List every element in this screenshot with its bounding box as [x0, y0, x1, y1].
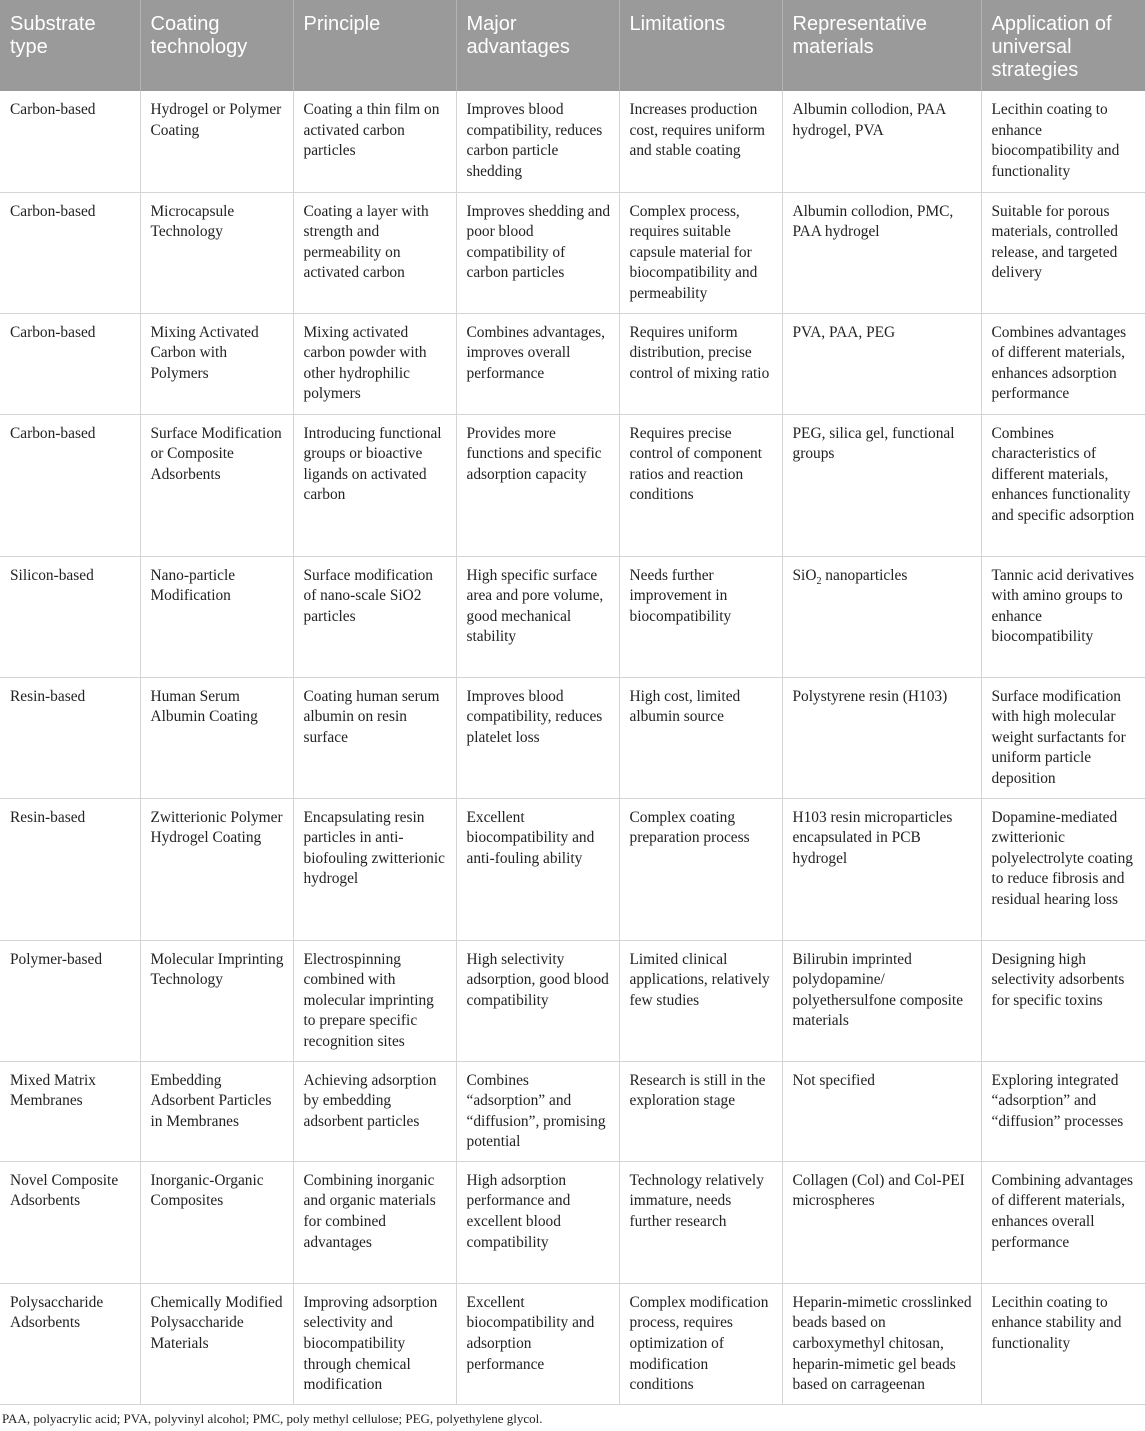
cell-limitations: High cost, limited albumin source [619, 677, 782, 798]
table-row [0, 556, 1145, 677]
cell-technology: Zwitterionic Polymer Hydrogel Coating [140, 798, 293, 940]
header-limitations: Limitations [619, 0, 782, 91]
cell-advantages: Improves blood compatibility, reduces carbon particle shedding [456, 91, 619, 192]
cell-materials: Polystyrene resin (H103) [782, 677, 981, 798]
cell-substrate: Polymer-based [0, 940, 140, 1061]
cell-substrate: Polysaccharide Adsorbents [0, 1283, 140, 1404]
cell-advantages: High selectivity adsorption, good blood compatibility [456, 940, 619, 1061]
cell-advantages: Provides more functions and specific adsorption capacity [456, 414, 619, 556]
table-row [0, 1161, 1145, 1283]
cell-technology: Surface Modification or Composite Adsorbents [140, 414, 293, 556]
cell-advantages: Excellent biocompatibility and adsorption performance [456, 1283, 619, 1404]
table-row [0, 313, 1145, 414]
cell-materials: Bilirubin imprinted polydopamine/ polyethersulfone composite materials [782, 940, 981, 1061]
cell-substrate: Carbon-based [0, 414, 140, 556]
cell-substrate: Resin-based [0, 798, 140, 940]
cell-strategies: Combines advantages of different materials, enhances adsorption performance [981, 313, 1145, 414]
cell-materials: Albumin collodion, PMC, PAA hydrogel [782, 192, 981, 313]
cell-materials: H103 resin microparticles encapsulated in PCB hydrogel [782, 798, 981, 940]
table-row [0, 1283, 1145, 1404]
header-application-strategies: Application of universal strategies [981, 0, 1145, 91]
cell-advantages: High adsorption performance and excellent blood compatibility [456, 1161, 619, 1283]
table-row [0, 91, 1145, 192]
cell-limitations: Complex modification process, requires optimization of modification conditions [619, 1283, 782, 1404]
table-row [0, 940, 1145, 1061]
cell-technology: Chemically Modified Polysaccharide Materials [140, 1283, 293, 1404]
header-major-advantages: Major advantages [456, 0, 619, 91]
cell-substrate: Carbon-based [0, 91, 140, 192]
cell-technology: Molecular Imprinting Technology [140, 940, 293, 1061]
cell-materials: SiO$_2$ nanoparticles [782, 556, 981, 677]
sio2-formula: SiO$_2$ [792, 566, 822, 587]
cell-advantages: Improves shedding and poor blood compatibility of carbon particles [456, 192, 619, 313]
cell-principle: Mixing activated carbon powder with other hydrophilic polymers [293, 313, 456, 414]
cell-substrate: Novel Composite Adsorbents [0, 1161, 140, 1283]
header-coating-technology: Coating technology [140, 0, 293, 91]
table-row [0, 414, 1145, 556]
header-substrate-type: Substrate type [0, 0, 140, 91]
cell-technology: Nano-particle Modification [140, 556, 293, 677]
cell-limitations: Limited clinical applications, relatively few studies [619, 940, 782, 1061]
cell-limitations: Research is still in the exploration stage [619, 1061, 782, 1161]
table-header [0, 0, 1145, 91]
cell-substrate: Carbon-based [0, 192, 140, 313]
cell-technology: Hydrogel or Polymer Coating [140, 91, 293, 192]
cell-materials: Collagen (Col) and Col-PEI microspheres [782, 1161, 981, 1283]
cell-materials: Albumin collodion, PAA hydrogel, PVA [782, 91, 981, 192]
cell-strategies: Surface modification with high molecular weight surfactants for uniform particle deposition [981, 677, 1145, 798]
cell-principle: Coating a thin film on activated carbon particles [293, 91, 456, 192]
table-row [0, 192, 1145, 313]
table-row [0, 798, 1145, 940]
cell-technology: Mixing Activated Carbon with Polymers [140, 313, 293, 414]
cell-materials: PVA, PAA, PEG [782, 313, 981, 414]
cell-technology: Microcapsule Technology [140, 192, 293, 313]
cell-principle: Achieving adsorption by embedding adsorbent particles [293, 1061, 456, 1161]
header-principle: Principle [293, 0, 456, 91]
cell-substrate: Carbon-based [0, 313, 140, 414]
cell-principle: Encapsulating resin particles in anti-biofouling zwitterionic hydrogel [293, 798, 456, 940]
cell-principle: Introducing functional groups or bioactive ligands on activated carbon [293, 414, 456, 556]
cell-principle: Combining inorganic and organic materials for combined advantages [293, 1161, 456, 1283]
cell-substrate: Resin-based [0, 677, 140, 798]
cell-substrate: Silicon-based [0, 556, 140, 677]
cell-strategies: Exploring integrated “adsorption” and “diffusion” processes [981, 1061, 1145, 1161]
cell-technology: Human Serum Albumin Coating [140, 677, 293, 798]
cell-strategies: Combines characteristics of different materials, enhances functionality and specific adsorption [981, 414, 1145, 556]
cell-materials: Heparin-mimetic crosslinked beads based on carboxymethyl chitosan, heparin-mimetic gel beads based on carrageenan [782, 1283, 981, 1404]
table-body [0, 91, 1145, 1404]
cell-technology: Inorganic-Organic Composites [140, 1161, 293, 1283]
cell-limitations: Requires precise control of component ratios and reaction conditions [619, 414, 782, 556]
cell-principle: Electrospinning combined with molecular imprinting to prepare specific recognition sites [293, 940, 456, 1061]
cell-strategies: Lecithin coating to enhance stability and functionality [981, 1283, 1145, 1404]
header-row [0, 0, 1145, 91]
cell-principle: Surface modification of nano-scale SiO2 particles [293, 556, 456, 677]
cell-limitations: Complex process, requires suitable capsule material for biocompatibility and permeability [619, 192, 782, 313]
cell-limitations: Needs further improvement in biocompatibility [619, 556, 782, 677]
cell-limitations: Technology relatively immature, needs further research [619, 1161, 782, 1283]
cell-strategies: Combining advantages of different materials, enhances overall performance [981, 1161, 1145, 1283]
cell-substrate: Mixed Matrix Membranes [0, 1061, 140, 1161]
cell-strategies: Tannic acid derivatives with amino groups to enhance biocompatibility [981, 556, 1145, 677]
cell-materials: Not specified [782, 1061, 981, 1161]
cell-advantages: Combines “adsorption” and “diffusion”, promising potential [456, 1061, 619, 1161]
cell-advantages: Excellent biocompatibility and anti-fouling ability [456, 798, 619, 940]
cell-materials: PEG, silica gel, functional groups [782, 414, 981, 556]
cell-advantages: High specific surface area and pore volume, good mechanical stability [456, 556, 619, 677]
cell-strategies: Lecithin coating to enhance biocompatibility and functionality [981, 91, 1145, 192]
cell-strategies: Designing high selectivity adsorbents for specific toxins [981, 940, 1145, 1061]
table-row [0, 1061, 1145, 1161]
cell-strategies: Dopamine-mediated zwitterionic polyelectrolyte coating to reduce fibrosis and residual hearing loss [981, 798, 1145, 940]
cell-strategies: Suitable for porous materials, controlled release, and targeted delivery [981, 192, 1145, 313]
cell-principle: Improving adsorption selectivity and biocompatibility through chemical modification [293, 1283, 456, 1404]
cell-advantages: Improves blood compatibility, reduces platelet loss [456, 677, 619, 798]
cell-limitations: Increases production cost, requires uniform and stable coating [619, 91, 782, 192]
cell-limitations: Requires uniform distribution, precise control of mixing ratio [619, 313, 782, 414]
table-footnote: PAA, polyacrylic acid; PVA, polyvinyl alcohol; PMC, poly methyl cellulose; PEG, polyethylene glycol. [2, 1410, 543, 1426]
cell-advantages: Combines advantages, improves overall performance [456, 313, 619, 414]
cell-limitations: Complex coating preparation process [619, 798, 782, 940]
cell-technology: Embedding Adsorbent Particles in Membranes [140, 1061, 293, 1161]
header-representative-materials: Representative materials [782, 0, 981, 91]
cell-principle: Coating a layer with strength and permeability on activated carbon [293, 192, 456, 313]
table-row [0, 677, 1145, 798]
cell-principle: Coating human serum albumin on resin surface [293, 677, 456, 798]
